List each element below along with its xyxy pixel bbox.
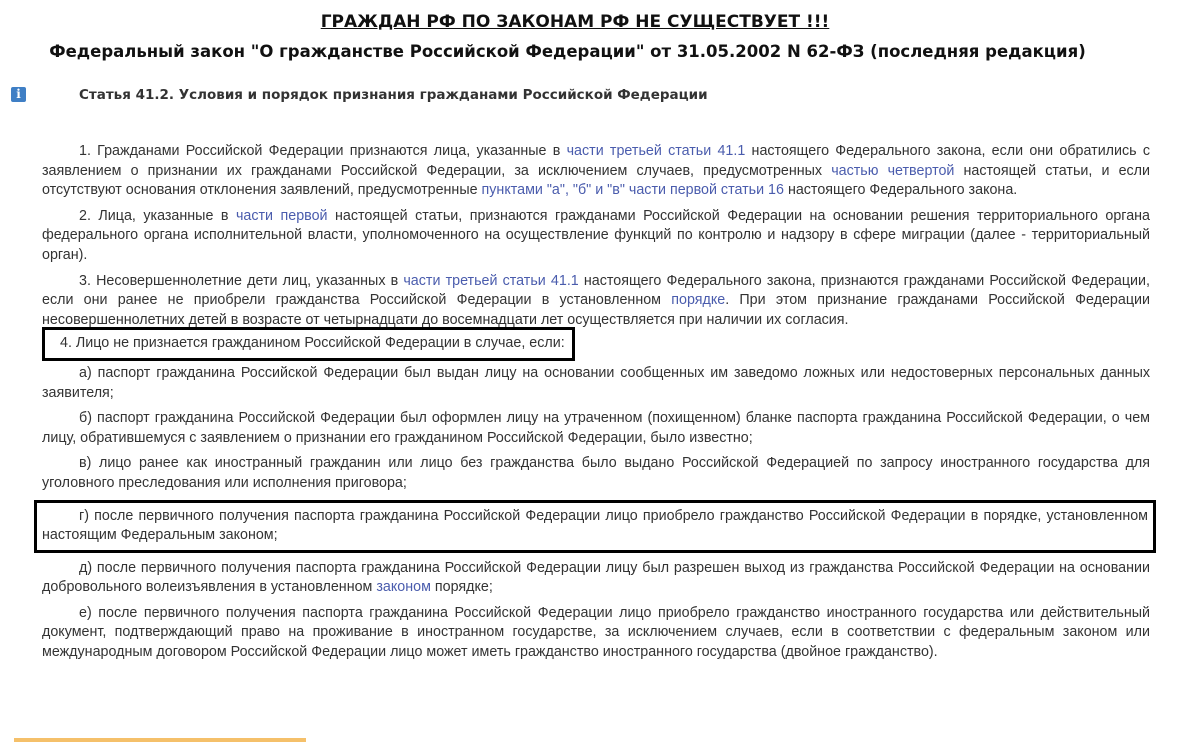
paragraph-a: а) паспорт гражданина Российской Федерации был выдан лицу на основании сообщенных им заведомо ложных или недостоверных персональных данных заявителя; <box>42 364 1150 401</box>
paragraph-text: настоящего Федерального закона, если они обратились с заявлением о признании их гражданами Российской Федерации, за исключением случаев, предусмотренных <box>42 143 1150 179</box>
paragraph-text: д) после первичного получения паспорта гражданина Российской Федерации лицу был разрешен выход из гражданства Российской Федерации на основании добровольного волеизъявления в установленном <box>42 559 1150 596</box>
paragraph-3 <box>42 272 1150 331</box>
paragraph-e: е) после первичного получения паспорта гражданина Российской Федерации лицо приобрело гражданство иностранного государства или действительный документ, подтверждающий право на проживание в иностранном государстве, за исключением случаев, если в соответствии с федеральным законом или международным договором Российской Федерации лицо может иметь гражданство иностранного государства (двойное гражданство). <box>42 604 1150 661</box>
info-icon[interactable]: i <box>11 87 26 102</box>
article-title: Статья 41.2. Условия и порядок признания гражданами Российской Федерации <box>79 87 708 103</box>
law-title: Федеральный закон "О гражданстве Российской Федерации" от 31.05.2002 N 62-ФЗ (последняя редакция) <box>49 42 1086 61</box>
link-article-41-1-part-3[interactable]: части третьей статьи 41.1 <box>403 272 579 289</box>
paragraph-d <box>42 559 1150 598</box>
paragraph-v: в) лицо ранее как иностранный гражданин или лицо без гражданства было выдано Российской Федерацией по запросу иностранного государства для уголовного преследования или исполнения приговора; <box>42 455 1150 491</box>
link-part-four[interactable]: частью четвертой <box>831 162 955 179</box>
paragraph-text: 1. Гражданами Российской Федерации признаются лица, указанные в <box>79 143 567 159</box>
highlight-box-4 <box>42 327 575 361</box>
link-article-16-points[interactable]: пунктами "а", "б" и "в" части первой статьи 16 <box>481 182 784 199</box>
article-body <box>42 142 1150 663</box>
paragraph-text: настоящего Федерального закона, признаются гражданами Российской Федерации, если они ранее не приобрели гражданства Российской Федерации в установленном <box>42 272 1150 309</box>
paragraph-1 <box>42 142 1150 201</box>
headline: ГРАЖДАН РФ ПО ЗАКОНАМ РФ НЕ СУЩЕСТВУЕТ !!! <box>320 12 830 32</box>
paragraph-text: . При этом признание гражданами Российской Федерации несовершеннолетних детей в возрасте от четырнадцати до восемнадцати лет осуществляется при наличии их согласия. <box>42 292 1150 328</box>
paragraph-4: 4. Лицо не признается гражданином Российской Федерации в случае, если: <box>60 335 565 352</box>
link-article-41-1-part-3[interactable]: части третьей статьи 41.1 <box>566 143 746 159</box>
link-procedure[interactable]: порядке <box>671 292 726 309</box>
bottom-accent-bar <box>14 738 306 742</box>
paragraph-text: настоящего Федерального закона. <box>783 182 1018 199</box>
paragraph-text: 2. Лица, указанные в <box>79 207 236 224</box>
paragraph-text: настоящей статьи, и если отсутствуют основания отклонения заявлений, предусмотренные <box>42 162 1151 199</box>
paragraph-text: 3. Несовершеннолетние дети лиц, указанных в <box>79 272 404 289</box>
paragraph-b: б) паспорт гражданина Российской Федерации был оформлен лицу на утраченном (похищенном) бланке паспорта гражданина Российской Федерации, о чем лицу, обратившемуся с заявлением о признании его гражданином Российской Федерации, было известно; <box>42 410 1150 446</box>
highlight-box-g <box>34 500 1156 553</box>
link-law[interactable]: законом <box>376 579 431 596</box>
paragraph-2 <box>42 207 1150 266</box>
paragraph-g: г) после первичного получения паспорта гражданина Российской Федерации лицо приобрело гражданство Российской Федерации в порядке, установленном настоящим Федеральным законом; <box>42 507 1148 544</box>
paragraph-text: настоящей статьи, признаются гражданами Российской Федерации на основании решения территориального органа федерального органа исполнительной власти, уполномоченного на осуществление функций по контролю и надзору в сфере миграции (далее - территориальный орган). <box>42 207 1151 263</box>
link-part-one[interactable]: части первой <box>235 207 328 224</box>
paragraph-text: порядке; <box>430 579 493 596</box>
